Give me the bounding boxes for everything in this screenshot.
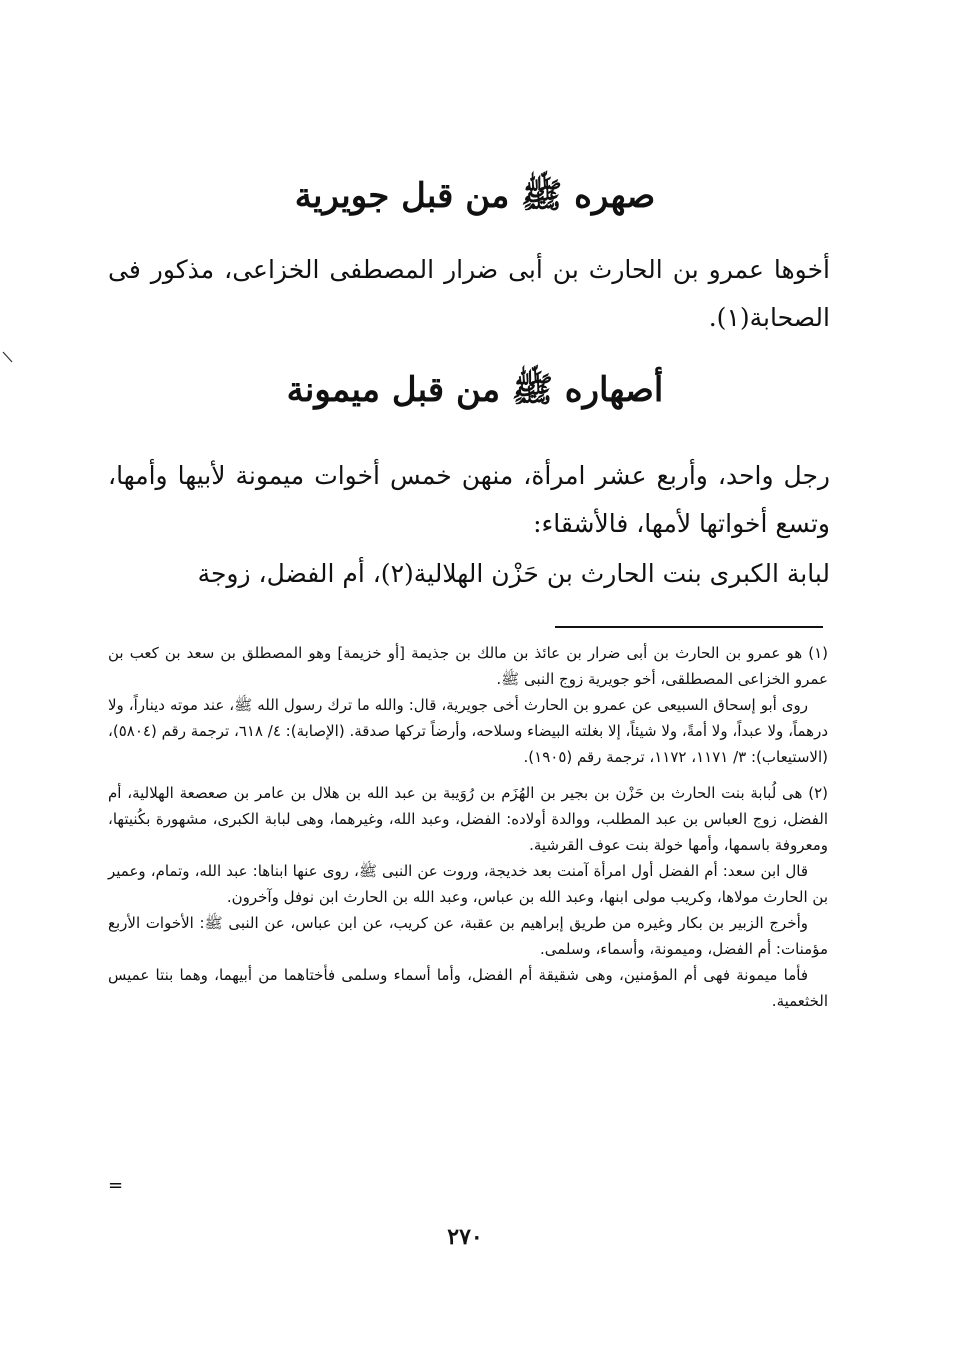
- paragraph-lubaba: لبابة الكبرى بنت الحارث بن حَزْن الهلالية(٢)، أم الفضل، زوجة: [197, 559, 830, 588]
- paragraph-maymuna: رجل واحد، وأربع عشر امرأة، منهن خمس أخوات ميمونة لأبيها وأمها، وتسع أخواتها لأمها، فالأشقاء:: [108, 461, 830, 538]
- footnote-2-zubayr: وأخرج الزبير بن بكار وغيره من طريق إبراهيم بن عقبة، عن كريب، عن ابن عباس، عن النبى ﷺ: الأخوات الأربع مؤمنات: أم الفضل، وميمونة، وأسماء، وسلمى.: [108, 914, 828, 958]
- footnote-2-maymuna: فأما ميمونة فهى أم المؤمنين، وهى شقيقة أم الفضل، وأما أسماء وسلمى فأختاهما من أبيهما، وهما بنتا عميس الخثعمية.: [108, 966, 828, 1010]
- footnote-1-text: (١) هو عمرو بن الحارث بن أبى ضرار بن عائذ بن مالك بن جذيمة [أو خزيمة] وهو المصطلق بن سعد بن كعب بن عمرو الخزاعى المصطلقى، أخو جويرية زوج النبى ﷺ.: [108, 644, 828, 688]
- margin-tick-mark: [2, 350, 14, 364]
- section-heading-maymuna: أصهاره ﷺ من قبل ميمونة: [286, 370, 664, 410]
- page-number: ٢٧٠: [447, 1224, 483, 1250]
- footnote-divider: [555, 626, 823, 628]
- footnote-1: [108, 640, 828, 770]
- paragraph-jawayriya: أخوها عمرو بن الحارث بن أبى ضرار المصطفى الخزاعى، مذكور فى الصحابة(١).: [108, 255, 830, 332]
- footnote-2: [108, 780, 828, 1014]
- footnote-2-ibn-saad: قال ابن سعد: أم الفضل أول امرأة آمنت بعد خديجة، وروت عن النبى ﷺ، روى عنها ابناها: عبد الله، وتمام، وعمير بن الحارث مولاها، وكريب مولى ابنها، وعبد الله بن عباس، وعبد الله بن الحارث ابن نوفل وآخرون.: [108, 862, 828, 906]
- footnote-1-narration: روى أبو إسحاق السبيعى عن عمرو بن الحارث أخى جويرية، قال: والله ما ترك رسول الله ﷺ، عند موته ديناراً، ولا درهماً، ولا عبداً، ولا أمةً، ولا شيئاً، إلا بغلته البيضاء وسلاحه، وأرضاً تركها صدقة. (الإصابة): ٤/ ٦١٨، ترجمة رقم (٥٨٠٤)، (الاستيعاب): ٣/ ١١٧١، ١١٧٢، ترجمة رقم (١٩٠٥).: [108, 696, 829, 766]
- continuation-mark: =: [108, 1175, 124, 1196]
- footnote-2-text: (٢) هى لُبابة بنت الحارث بن حَزْن بن بجير بن الهُزَم بن رُوَيبة بن عبد الله بن هلال بن عامر بن صعصعة الهلالية، أم الفضل، زوج العباس بن عبد المطلب، ووالدة أولاده: الفضل، وعبد الله، وغيرهما، وهى لبابة الكبرى، مشهورة بكُنيتها، ومعروفة باسمها، وأمها خولة بنت عوف القرشية.: [108, 784, 828, 854]
- footnotes-section: [108, 640, 828, 1024]
- section-heading-jawayriya: صهره ﷺ من قبل جويرية: [294, 176, 656, 216]
